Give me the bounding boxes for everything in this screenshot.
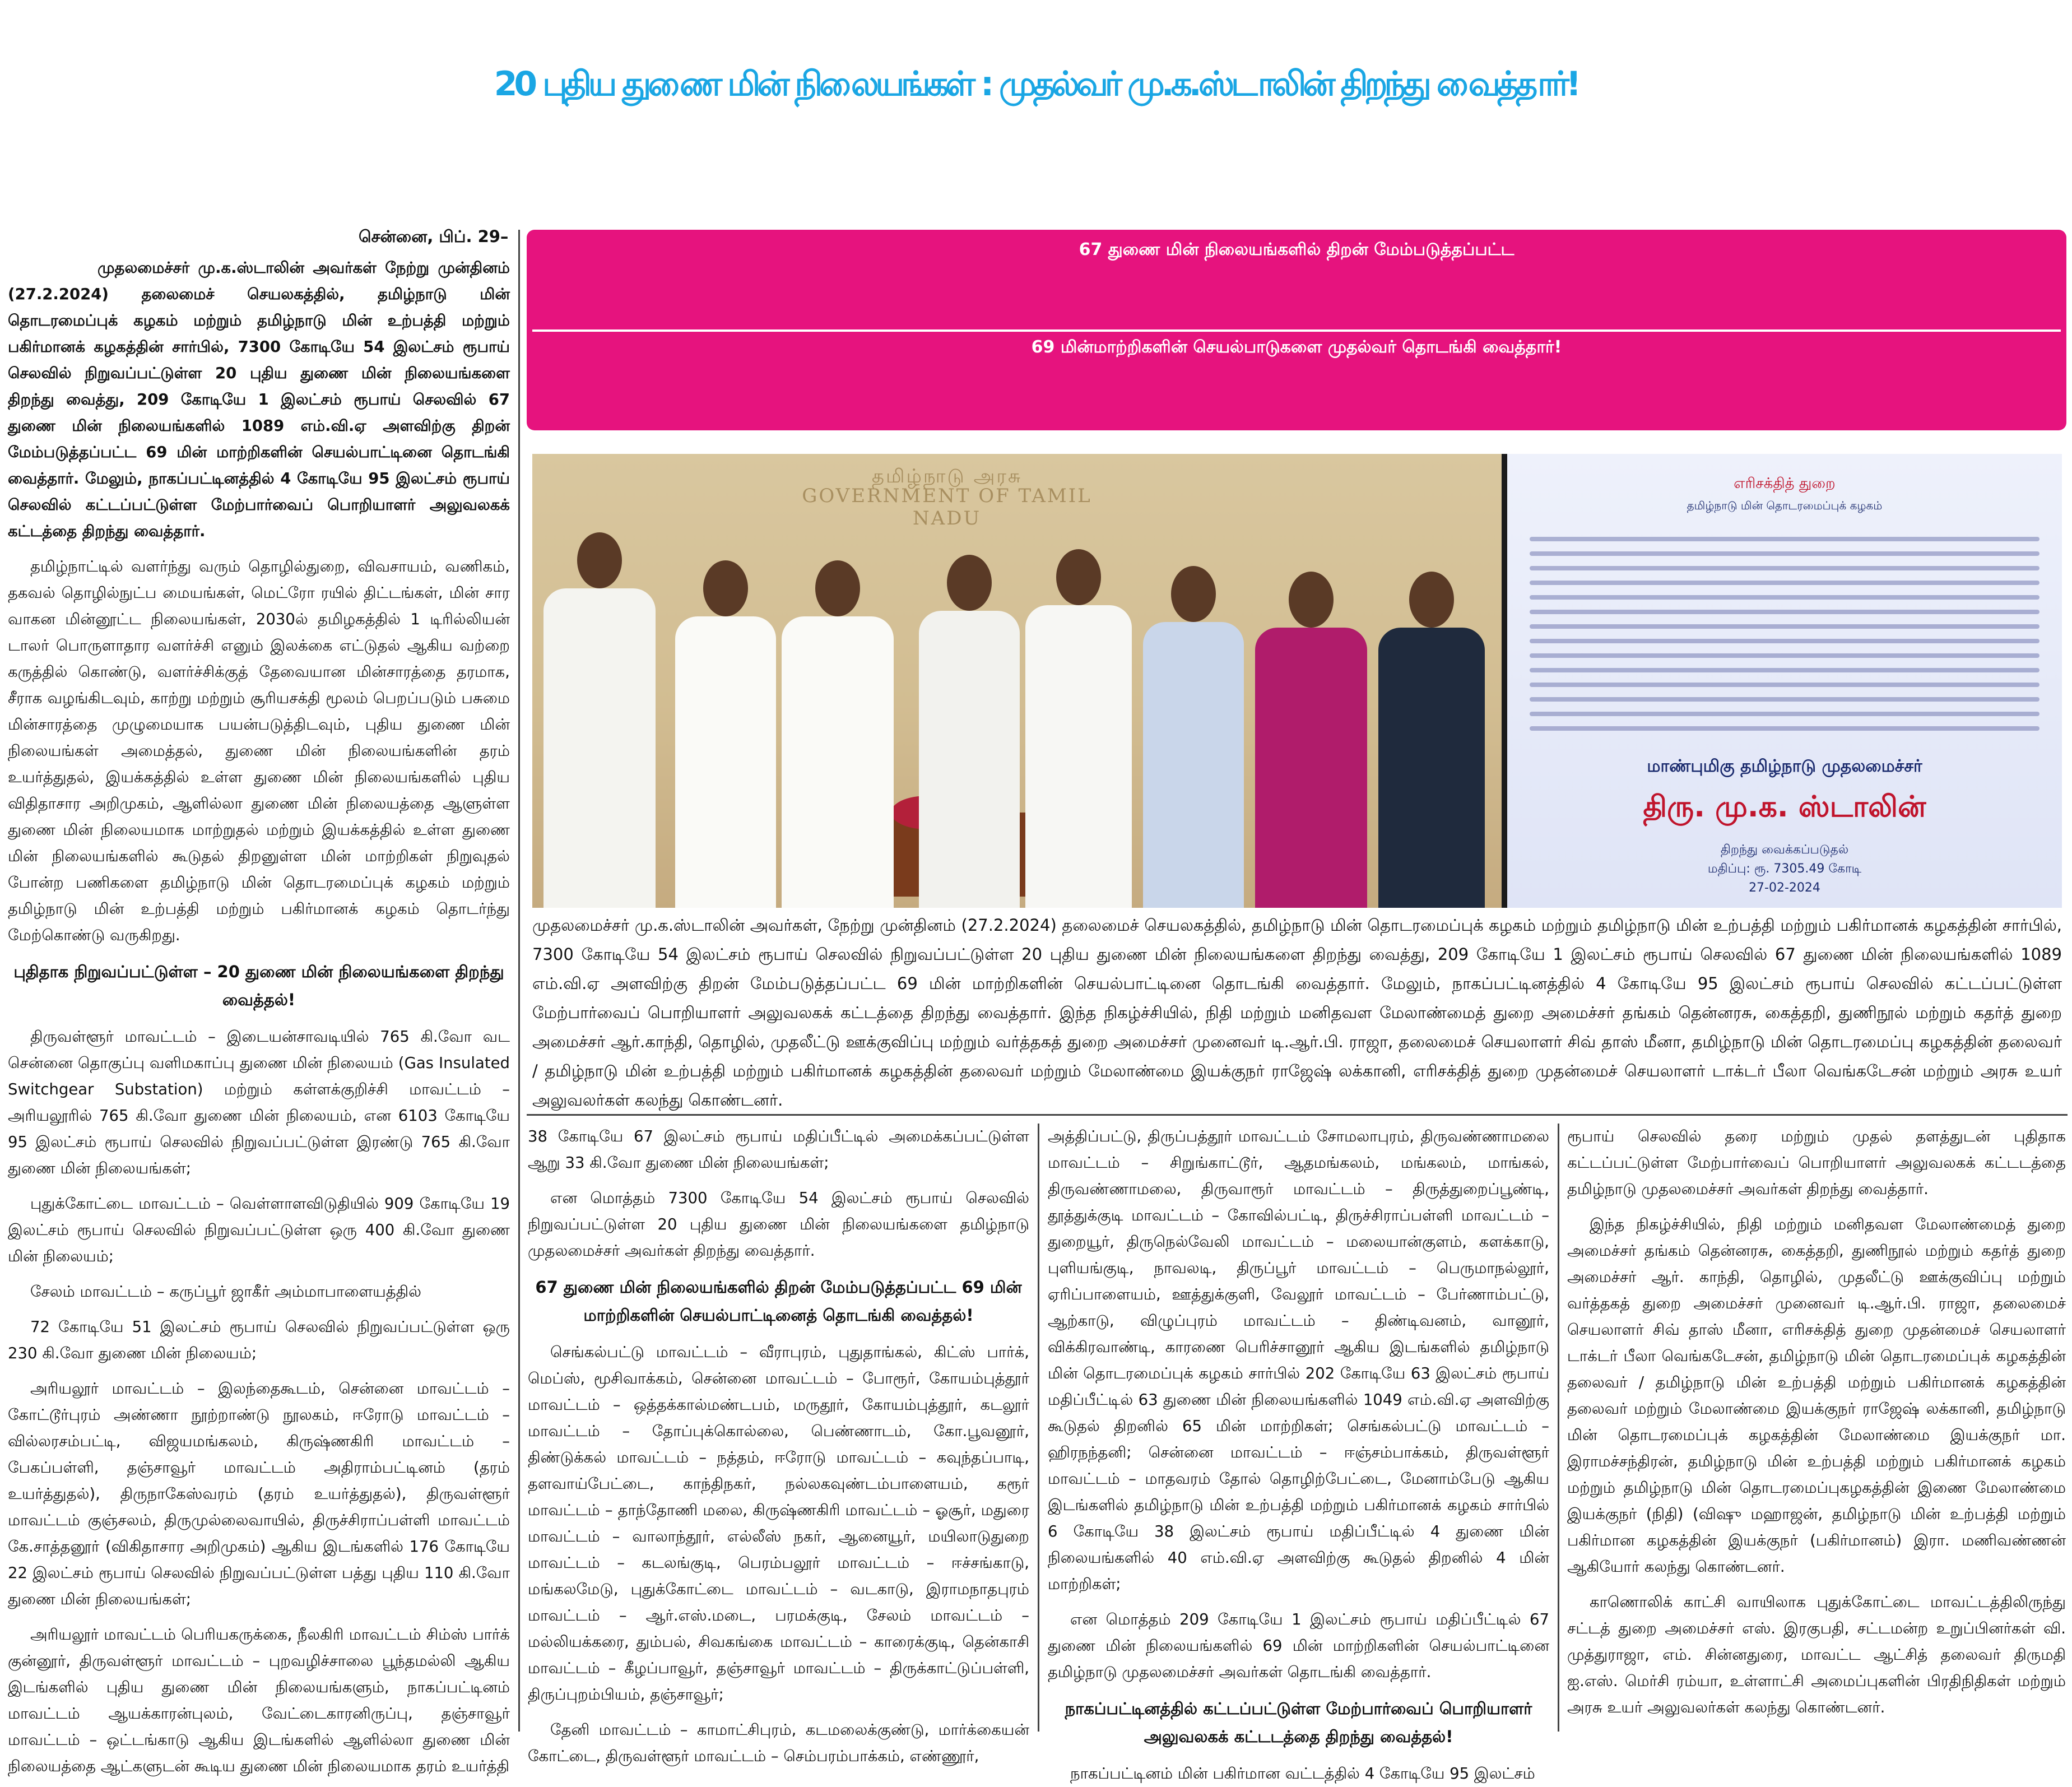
- article-lead: முதலமைச்சர் மு.க.ஸ்டாலின் அவர்கள் நேற்று முன்தினம் (27.2.2024) தலைமைச் செயலகத்தில், தமிழ்நாடு மின் தொடரமைப்புக் கழகம் மற்றும் தமிழ்நாடு மின் உற்பத்தி மற்றும் பகிர்மானக் கழகத்தின் சார்பில், 7300 கோடியே 54 இலட்சம் ரூபாய் செலவில் நிறுவப்பட்டுள்ள 20 புதிய துணை மின் நிலையங்களை திறந்து வைத்து, 209 கோடியே 1 இலட்சம் ரூபாய் செலவில் 67 துணை மின் நிலையங்களில் 1089 எம்.வி.ஏ அளவிற்கு திறன் மேம்படுத்தப்பட்ட 69 மின் மாற்றிகளின் செயல்பாட்டினை தொடங்கி வைத்தார். மேலும், நாகப்பட்டினத்தில் 4 கோடியே 95 இலட்சம் ரூபாய் செலவில் கட்டப்பட்டுள்ள மேற்பார்வைப் பொறியாளர் அலுவலகக் கட்டத்தை திறந்து வைத்தார்.: [8, 259, 510, 540]
- section-heading: 67 துணை மின் நிலையங்களில் திறன் மேம்படுத்தப்பட்ட 69 மின் மாற்றிகளின் செயல்பாட்டினைத் தொடங்கி வைத்தல்!: [535, 1278, 1022, 1325]
- photo-wall-text: GOVERNMENT OF TAMIL NADU: [802, 485, 1092, 530]
- article-paragraph: ரூபாய் செலவில் தரை மற்றும் முதல் தளத்துடன் புதிதாக கட்டப்பட்டுள்ள மேற்பார்வைப் பொறியாளர் அலுவலகக் கட்டடத்தை தமிழ்நாடு முதலமைச்சர் அவர்கள் திறந்து வைத்தார்.: [1567, 1127, 2066, 1198]
- person-figure: [543, 532, 656, 908]
- article-paragraph: காணொலிக் காட்சி வாயிலாக புதுக்கோட்டை மாவட்டத்திலிருந்து சட்டத் துறை அமைச்சர் எஸ். இரகுபதி, சட்டமன்ற உறுப்பினர்கள் வி. முத்துராஜா, எம். சின்னதுரை, மாவட்ட ஆட்சித் தலைவர் திருமதி ஐ.எஸ். மெர்சி ரம்யா, உள்ளாட்சி அமைப்புகளின் பிரதிநிதிகள் மற்றும் அரசு உயர் அலுவலர்கள் கலந்து கொண்டனர்.: [1567, 1593, 2066, 1716]
- column-divider: [518, 230, 520, 1732]
- headline: 20 புதிய துணை மின் நிலையங்கள் : முதல்வர் மு.க.ஸ்டாலின் திறந்து வைத்தார்!: [494, 64, 1578, 104]
- person-figure: [1255, 572, 1367, 908]
- article-paragraph: சேலம் மாவட்டம் – கருப்பூர் ஜாகீர் அம்மாபாளையத்தில்: [30, 1283, 422, 1301]
- article-column-4: [1567, 1124, 2066, 1730]
- photo-wall-text-tamil: தமிழ்நாடு அரசு: [871, 465, 1023, 488]
- section-heading: நாகப்பட்டினத்தில் கட்டப்பட்டுள்ள மேற்பார்வைப் பொறியாளர் அலுவலகக் கட்டடத்தை திறந்து வைத்தல்!: [1065, 1699, 1532, 1746]
- presentation-screen: [1502, 454, 2062, 908]
- article-paragraph: என மொத்தம் 7300 கோடியே 54 இலட்சம் ரூபாய் செலவில் நிறுவப்பட்டுள்ள 20 புதிய துணை மின் நிலையங்களை தமிழ்நாடு முதலமைச்சர் அவர்கள் திறந்து வைத்தார்.: [528, 1189, 1029, 1260]
- screen-footer: [1507, 841, 2062, 898]
- photo-caption: முதலமைச்சர் மு.க.ஸ்டாலின் அவர்கள், நேற்று முன்தினம் (27.2.2024) தலைமைச் செயலகத்தில், தமிழ்நாடு மின் தொடரமைப்புக் கழகம் மற்றும் தமிழ்நாடு மின் உற்பத்தி மற்றும் பகிர்மானக் கழகத்தின் சார்பில், 7300 கோடியே 54 இலட்சம் ரூபாய் செலவில் நிறுவப்பட்டுள்ள 20 புதிய துணை மின் நிலையங்களை திறந்து வைத்து, 209 கோடியே 1 இலட்சம் ரூபாய் செலவில் 67 துணை மின் நிலையங்களில் 1089 எம்.வி.ஏ அளவிற்கு திறன் மேம்படுத்தப்பட்ட 69 மின் மாற்றிகளின் செயல்பாட்டினை தொடங்கி வைத்தார். மேலும், நாகப்பட்டினத்தில் 4 கோடியே 95 இலட்சம் ரூபாய் செலவில் கட்டப்பட்டுள்ள மேற்பார்வைப் பொறியாளர் அலுவலகக் கட்டத்தை திறந்து வைத்தார். இந்த நிகழ்ச்சியில், நிதி மற்றும் மனிதவள மேலாண்மைத் துறை அமைச்சர் தங்கம் தென்னரசு, கைத்தறி, துணிநூல் மற்றும் கதர்த் துறை அமைச்சர் ஆர்.காந்தி, தொழில், முதலீட்டு ஊக்குவிப்பு மற்றும் வர்த்தகத் துறை அமைச்சர் முனைவர் டி.ஆர்.பி. ராஜா, தலைமைச் செயலாளர் சிவ் தாஸ் மீனா, தமிழ்நாடு மின் தொடரமைப்பு கழகத்தின் தலைவர் / தமிழ்நாடு மின் உற்பத்தி மற்றும் பகிர்மானக் கழகத்தின் தலைவர் மற்றும் மேலாண்மை இயக்குநர் ராஜேஷ் லக்கானி, எரிசக்தித் துறை முதன்மைச் செயலாளர் டாக்டர் பீலா வெங்கடேசன் மற்றும் அரசு உயர் அலுவலர்கள் கலந்து கொண்டனர்.: [532, 916, 2062, 1110]
- person-figure: [1025, 549, 1132, 908]
- dateline: சென்னை, பிப். 29–: [359, 227, 509, 246]
- article-paragraph: 72 கோடியே 51 இலட்சம் ரூபாய் செலவில் நிறுவப்பட்டுள்ள ஒரு 230 கி.வோ துணை மின் நிலையம்;: [8, 1318, 510, 1362]
- article-paragraph: அரியலூர் மாவட்டம் பெரியகருக்கை, நீலகிரி மாவட்டம் சிம்ஸ் பார்க் குன்னூர், திருவள்ளூர் மாவட்டம் – புறவழிச்சாலை பூந்தமல்லி ஆகிய இடங்களில் புதிய துணை மின் நிலையங்களும், நாகப்பட்டினம் மாவட்டம் ஆயக்காரன்புலம், வேட்டைகாரனிருப்பு, தஞ்சாவூர் மாவட்டம் – ஒட்டங்காடு ஆகிய இடங்களில் ஆளில்லா துணை மின் நிலையத்தை ஆட்களுடன் கூடிய துணை மின் நிலையமாக தரம் உயர்த்தி: [8, 1626, 510, 1775]
- person-figure: [1143, 566, 1244, 908]
- screen-subtitle: தமிழ்நாடு மின் தொடரமைப்புக் கழகம்: [1687, 499, 1883, 512]
- article-paragraph: நாகப்பட்டினம் மின் பகிர்மான வட்டத்தில் 4 கோடியே 95 இலட்சம்: [1070, 1765, 1535, 1783]
- article-paragraph: என மொத்தம் 209 கோடியே 1 இலட்சம் ரூபாய் மதிப்பீட்டில் 67 துணை மின் நிலையங்களில் 69 மின் மாற்றிகளின் செயல்பாட்டினை தமிழ்நாடு முதலமைச்சர் அவர்கள் தொடங்கி வைத்தார்.: [1048, 1610, 1549, 1681]
- person-figure: [919, 555, 1020, 908]
- subheadline-banner: [527, 230, 2066, 430]
- screen-cm-title: மாண்புமிகு தமிழ்நாடு முதலமைச்சர்: [1647, 756, 1922, 776]
- article-paragraph: இந்த நிகழ்ச்சியில், நிதி மற்றும் மனிதவள மேலாண்மைத் துறை அமைச்சர் தங்கம் தென்னரசு, கைத்தறி, துணிநூல் மற்றும் கதர்த் துறை அமைச்சர் ஆர். காந்தி, தொழில், முதலீட்டு ஊக்குவிப்பு மற்றும் வர்த்தகத் துறை அமைச்சர் முனைவர் டி.ஆர்.பி. ராஜா, தலைமைச் செயலாளர் சிவ் தாஸ் மீனா, எரிசக்தித் துறை முதன்மைச் செயலாளர் டாக்டர் பீலா வெங்கடேசன், தமிழ்நாடு மின் தொடரமைப்புக் கழகத்தின் தலைவர் / தமிழ்நாடு மின் உற்பத்தி மற்றும் பகிர்மானக் கழகத்தின் தலைவர் மற்றும் மேலாண்மை இயக்குநர் ராஜேஷ் லக்கானி, தமிழ்நாடு மின் தொடரமைப்புக் கழகத்தின் மேலாண்மை இயக்குநர் மா. இராமச்சந்திரன், தமிழ்நாடு மின் உற்பத்தி மற்றும் பகிர்மானக் கழகம் மற்றும் தமிழ்நாடு மின் தொடரமைப்புகழகத்தின் இணை மேலாண்மை இயக்குநர் (நிதி) (விஷு மஹாஜன், தமிழ்நாடு மின் உற்பத்தி மற்றும் பகிர்மான கழகத்தின் இயக்குநர் (பகிர்மானம்) இரா. மணிவண்ணன் ஆகியோர் கலந்து கொண்டனர்.: [1567, 1215, 2066, 1576]
- article-paragraph: 38 கோடியே 67 இலட்சம் ரூபாய் மதிப்பீட்டில் அமைக்கப்பட்டுள்ள ஆறு 33 கி.வோ துணை மின் நிலையங்கள்;: [528, 1127, 1029, 1172]
- screen-dept: எரிசக்தித் துறை: [1734, 475, 1836, 492]
- article-column-2: [528, 1124, 1029, 1765]
- screen-footer-line: மதிப்பு: ரூ. 7305.49 கோடி: [1707, 862, 1862, 876]
- article-paragraph: தேனி மாவட்டம் – காமாட்சிபுரம், கடமலைக்குண்டு, மார்க்கையன் கோட்டை, திருவள்ளூர் மாவட்டம் – செம்பரம்பாக்கம், எண்ணூர்,: [528, 1721, 1029, 1765]
- person-figure: [675, 560, 776, 908]
- article-column-3: [1048, 1124, 1549, 1783]
- article-paragraph: அத்திப்பட்டு, திருப்பத்தூர் மாவட்டம் சோமலாபுரம், திருவண்ணாமலை மாவட்டம் – சிறுங்காட்டூர், ஆதமங்கலம், மங்கலம், மாங்கல், திருவண்ணாமலை, திருவாரூர் மாவட்டம் – திருத்துறைப்பூண்டி, தூத்துக்குடி மாவட்டம் – கோவில்பட்டி, திருச்சிராப்பள்ளி மாவட்டம் – துறையூர், திருநெல்வேலி மாவட்டம் – மலையான்குளம், களக்காடு, புளியங்குடி, நாவலடி, திருப்பூர் மாவட்டம் – பெருமாநல்லூர், ஏரிப்பாளையம், ஊத்துக்குளி, வேலூர் மாவட்டம் – பேர்ணாம்பட்டு, ஆற்காடு, விழுப்புரம் மாவட்டம் – திண்டிவனம், வானூர், விக்கிரவாண்டி, காரணை பெரிச்சானூர் ஆகிய இடங்களில் தமிழ்நாடு மின் தொடரமைப்புக் கழகம் சார்பில் 202 கோடியே 63 இலட்சம் ரூபாய் மதிப்பீட்டில் 63 துணை மின் நிலையங்களில் 1049 எம்.வி.ஏ அளவிற்கு கூடுதல் திறனில் 65 மின் மாற்றிகள்; செங்கல்பட்டு மாவட்டம் – ஹிரநந்தனி; சென்னை மாவட்டம் – ஈஞ்சம்பாக்கம், திருவள்ளூர் மாவட்டம் – மாதவரம் தோல் தொழிற்பேட்டை, மேனாம்பேடு ஆகிய இடங்களில் தமிழ்நாடு மின் உற்பத்தி மற்றும் பகிர்மானக் கழகம் சார்பில் 6 கோடியே 38 இலட்சம் ரூபாய் மதிப்பீட்டில் 4 துணை மின் நிலையங்களில் 40 எம்.வி.ஏ அளவிற்கு கூடுதல் திறனில் 4 மின் மாற்றிகள்;: [1048, 1127, 1549, 1593]
- banner-line-2: 69 மின்மாற்றிகளின் செயல்பாடுகளை முதல்வர் தொடங்கி வைத்தார்!: [1031, 337, 1562, 357]
- article-paragraph: அரியலூர் மாவட்டம் – இலந்தைகூடம், சென்னை மாவட்டம் –கோட்டூர்புரம் அண்ணா நூற்றாண்டு நூலகம், ஈரோடு மாவட்டம் –வில்லரசம்பட்டி, விஜயமங்கலம், கிருஷ்ணகிரி மாவட்டம் – பேகப்பள்ளி, தஞ்சாவூர் மாவட்டம் அதிராம்பட்டினம் (தரம் உயர்த்துதல்), திருநாகேஸ்வரம் (தரம் உயர்த்துதல்), திருவள்ளூர் மாவட்டம் குஞ்சலம், திருமுல்லைவாயில், திருச்சிராப்பள்ளி மாவட்டம் கே.சாத்தனூர் (விகிதாசார அறிமுகம்) ஆகிய இடங்களில் 176 கோடியே 22 இலட்சம் ரூபாய் செலவில் நிறுவப்பட்டுள்ள பத்து புதிய 110 கி.வோ துணை மின் நிலையங்கள்;: [8, 1380, 510, 1608]
- event-photo: [532, 454, 1502, 908]
- caption-rule: [527, 1114, 2068, 1116]
- person-figure: [782, 560, 894, 908]
- screen-text-lines: [1530, 527, 2040, 741]
- screen-footer-line: திறந்து வைக்கப்படுதல்: [1720, 843, 1849, 857]
- section-heading: புதிதாக நிறுவப்பட்டுள்ள – 20 துணை மின் நிலையங்களை திறந்து வைத்தல்!: [13, 962, 504, 1009]
- screen-cm-name: திரு. மு.க. ஸ்டாலின்: [1643, 790, 1926, 824]
- screen-footer-line: 27-02-2024: [1749, 881, 1820, 895]
- article-paragraph: திருவள்ளூர் மாவட்டம் – இடையன்சாவடியில் 765 கி.வோ வட சென்னை தொகுப்பு வளிமகாப்பு துணை மின் நிலையம் (Gas Insulated Switchgear Substation) மற்றும் கள்ளக்குறிச்சி மாவட்டம் –அரியலூரில் 765 கி.வோ துணை மின் நிலையம், என 6103 கோடியே 95 இலட்சம் ரூபாய் செலவில் நிறுவப்பட்டுள்ள இரண்டு 765 கி.வோ துணை மின் நிலையங்கள்;: [8, 1028, 510, 1177]
- column-divider: [1558, 1124, 1559, 1732]
- article-paragraph: தமிழ்நாட்டில் வளர்ந்து வரும் தொழில்துறை, விவசாயம், வணிகம், தகவல் தொழில்நுட்ப மையங்கள், மெட்ரோ ரயில் திட்டங்கள், மின் சார வாகன மின்னூட்ட நிலையங்கள், 2030ல் தமிழகத்தில் 1 டிரில்லியன் டாலர் பொருளாதார வளர்ச்சி எனும் இலக்கை எட்டுதல் ஆகிய வற்றை கருத்தில் கொண்டு, வளர்ச்சிக்குத் தேவையான மின்சாரத்தை தரமாக, சீராக வழங்கிடவும், காற்று மற்றும் சூரியசக்தி மூலம் பெறப்படும் பசுமை மின்சாரத்தை முழுமையாக பயன்படுத்திடவும், புதிய துணை மின் நிலையங்கள் அமைத்தல், துணை மின் நிலையங்களின் தரம் உயர்த்துதல், இயக்கத்தில் உள்ள துணை மின் நிலையங்களில் புதிய விதிதாசார அறிமுகம், ஆளில்லா துணை மின் நிலையத்தை ஆளுள்ள துணை மின் நிலையமாக மாற்றுதல் மற்றும் இயக்கத்தில் உள்ள துணை மின் நிலையங்களில் கூடுதல் திறனுள்ள மின் மாற்றிகள் நிறுவுதல் போன்ற பணிகளை தமிழ்நாடு மின் தொடரமைப்புக் கழகம் மற்றும் தமிழ்நாடு மின் உற்பத்தி மற்றும் பகிர்மானக் கழகம் தொடர்ந்து மேற்கொண்டு வருகிறது.: [8, 558, 510, 944]
- article-column-1: [8, 255, 510, 1775]
- banner-divider: [532, 329, 2061, 332]
- person-figure: [1378, 572, 1485, 908]
- article-paragraph: செங்கல்பட்டு மாவட்டம் – வீராபுரம், புதுதாங்கல், கிட்ஸ் பார்க், மெப்ஸ், மூசிவாக்கம், சென்னை மாவட்டம் – போரூர், கோயம்புத்தூர் மாவட்டம் – ஒத்தக்கால்மண்டபம், மருதூர், கோயம்புத்தூர், கடலூர் மாவட்டம் – தோப்புக்கொல்லை, பெண்ணாடம், கோ.பூவனூர், திண்டுக்கல் மாவட்டம் – நத்தம், ஈரோடு மாவட்டம் – கவுந்தப்பாடி, தளவாய்பேட்டை, காந்திநகர், நல்லகவுண்டம்பாளையம், கரூர் மாவட்டம் – தாந்தோணி மலை, கிருஷ்ணகிரி மாவட்டம் – ஓசூர், மதுரை மாவட்டம் – வாலாந்தூர், எல்லீஸ் நகர், ஆனையூர், மயிலாடுதுறை மாவட்டம் – கடலங்குடி, பெரம்பலூர் மாவட்டம் – ஈச்சங்காடு, மங்கலமேடு, புதுக்கோட்டை மாவட்டம் – வடகாடு, இராமநாதபுரம் மாவட்டம் – ஆர்.எஸ்.மடை, பரமக்குடி, சேலம் மாவட்டம் – மல்லியக்கரை, தும்பல், சிவகங்கை மாவட்டம் – காரைக்குடி, தென்காசி மாவட்டம் – கீழப்பாவூர், தஞ்சாவூர் மாவட்டம் – திருக்காட்டுப்பள்ளி, திருப்புறம்பியம், தஞ்சாவூர்;: [528, 1343, 1029, 1704]
- banner-line-1: 67 துணை மின் நிலையங்களில் திறன் மேம்படுத்தப்பட்ட: [1079, 240, 1514, 259]
- column-divider: [1038, 1124, 1039, 1732]
- article-paragraph: புதுக்கோட்டை மாவட்டம் – வெள்ளாளவிடுதியில் 909 கோடியே 19 இலட்சம் ரூபாய் செலவில் நிறுவப்பட்டுள்ள ஒரு 400 கி.வோ துணை மின் நிலையம்;: [8, 1195, 510, 1265]
